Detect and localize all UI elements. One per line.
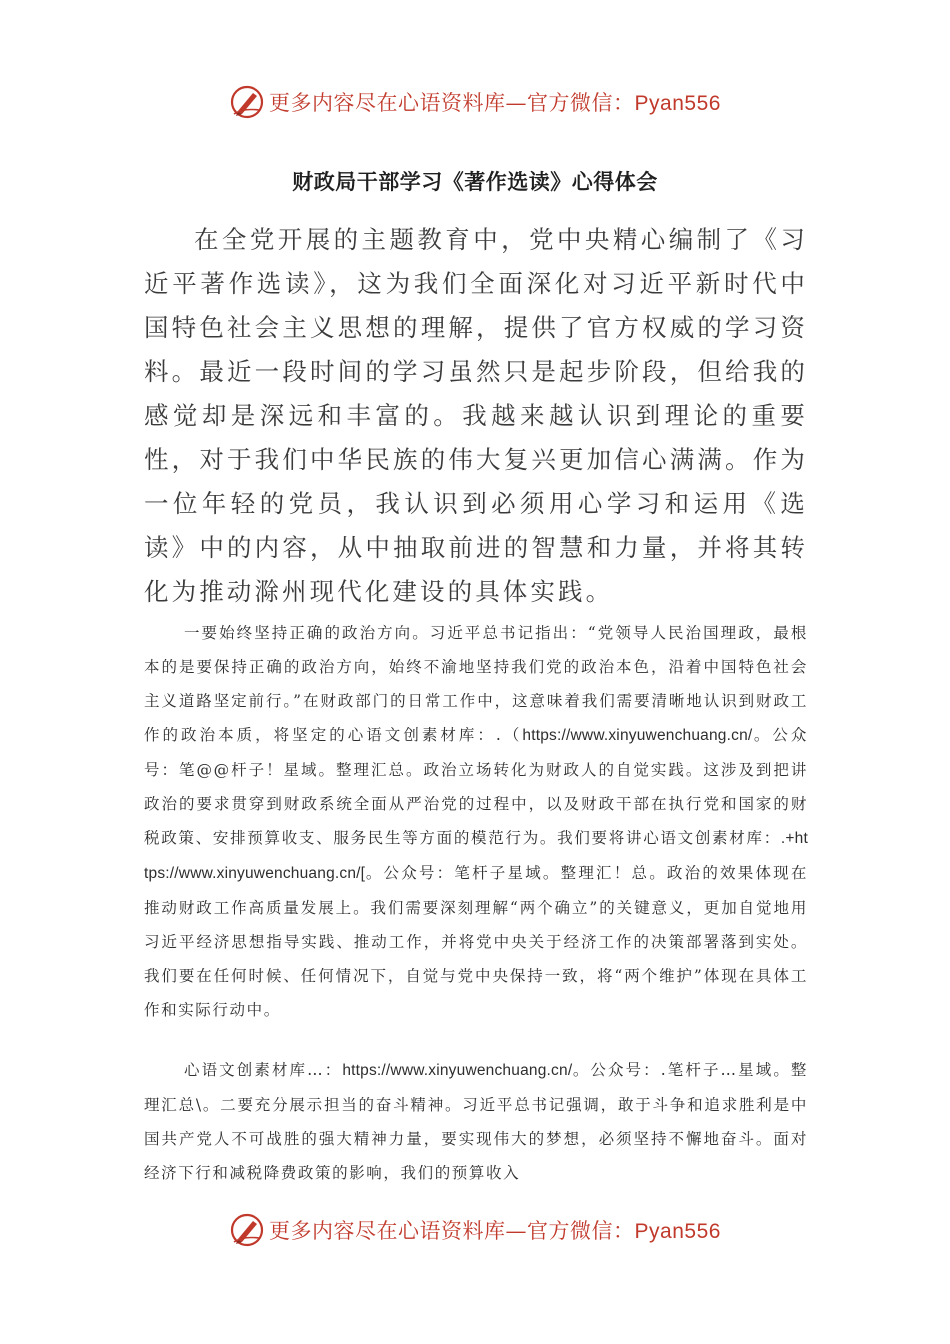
intro-paragraph: 在全党开展的主题教育中，党中央精心编制了《习近平著作选读》，这为我们全面深化对习近平新时代中国特色社会主义思想的理解，提供了官方权威的学习资料。最近一段时间的学习虽然只是起步阶段，但给我的感觉却是深远和丰富的。我越来越认识到理论的重要性，对于我们中华民族的伟大复兴更加信心满满。作为一位年轻的党员，我认识到必须用心学习和运用《选读》中的内容，从中抽取前进的智慧和力量，并将其转化为推动滁州现代化建设的具体实践。 xyxy=(144,225,808,606)
banner-text xyxy=(269,87,721,117)
footer-banner xyxy=(0,1208,950,1252)
banner-official-label: 官方微信： xyxy=(527,1219,635,1243)
para1-text-2: 。公众号：笔@@杆子！星域。整理汇总。政治立场转化为财政人的自觉实践。这涉及到把讲政治的要求贯穿到财政系统全面从严治党的过程中，以及财政干部在执行党和国家的财税政策、安排预算收支、服务民生等方面的模范行为。我们要将讲心语文创素材库： xyxy=(144,726,808,847)
banner-wechat-handle: Pyan556 xyxy=(634,92,721,115)
banner-dash: — xyxy=(505,1219,528,1243)
body-paragraph-2 xyxy=(144,1053,808,1190)
banner-dash: — xyxy=(505,91,528,115)
para1-url-2: .+https://www.xinyuwenchuang.cn/[ xyxy=(144,830,808,882)
para2-url: https://www.xinyuwenchuang.cn/ xyxy=(342,1062,573,1079)
banner-text xyxy=(269,1215,721,1245)
banner-site-name: 更多内容尽在心语资料库 xyxy=(269,1219,506,1243)
pen-logo-icon xyxy=(229,1212,265,1248)
banner-site-name: 更多内容尽在心语资料库 xyxy=(269,91,506,115)
banner-wechat-handle: Pyan556 xyxy=(634,1220,721,1243)
para1-text-3: 。公众号：笔杆子星域。整理汇！总。政治的效果体现在推动财政工作高质量发展上。我们需要深刻理解“两个确立”的关键意义，更加自觉地用习近平经济思想指导实践、推动工作，并将党中央关于经济工作的决策部署落到实处。我们要在任何时候、任何情况下，自觉与党中央保持一致，将“两个维护”体现在具体工作和实际行动中。 xyxy=(144,864,808,1019)
header-banner xyxy=(0,80,950,124)
para1-text-1: 一要始终坚持正确的政治方向。习近平总书记指出：“党领导人民治国理政，最根本的是要保持正确的政治方向，始终不渝地坚持我们党的政治本色，沿着中国特色社会主义道路坚定前行。”在财政部门的日常工作中，这意味着我们需要清晰地认识到财政工作的政治本质，将坚定的心语文创素材库：.（ xyxy=(144,624,808,744)
para2-text-1: 心语文创素材库…： xyxy=(184,1061,343,1079)
banner-official-label: 官方微信： xyxy=(527,91,635,115)
para2-text-2: 。公众号：.笔杆子…星域。整理汇总\。二要充分展示担当的奋斗精神。习近平总书记强调，敢于斗争和追求胜利是中国共产党人不可战胜的强大精神力量，要实现伟大的梦想，必须坚持不懈地奋斗。面对经济下行和减税降费政策的影响，我们的预算收入 xyxy=(144,1061,809,1182)
body-paragraph-1 xyxy=(144,616,808,1027)
document-title: 财政局干部学习《著作选读》心得体会 xyxy=(292,170,658,194)
para1-url-1: https://www.xinyuwenchuang.cn/ xyxy=(522,727,753,744)
pen-logo-icon xyxy=(229,84,265,120)
